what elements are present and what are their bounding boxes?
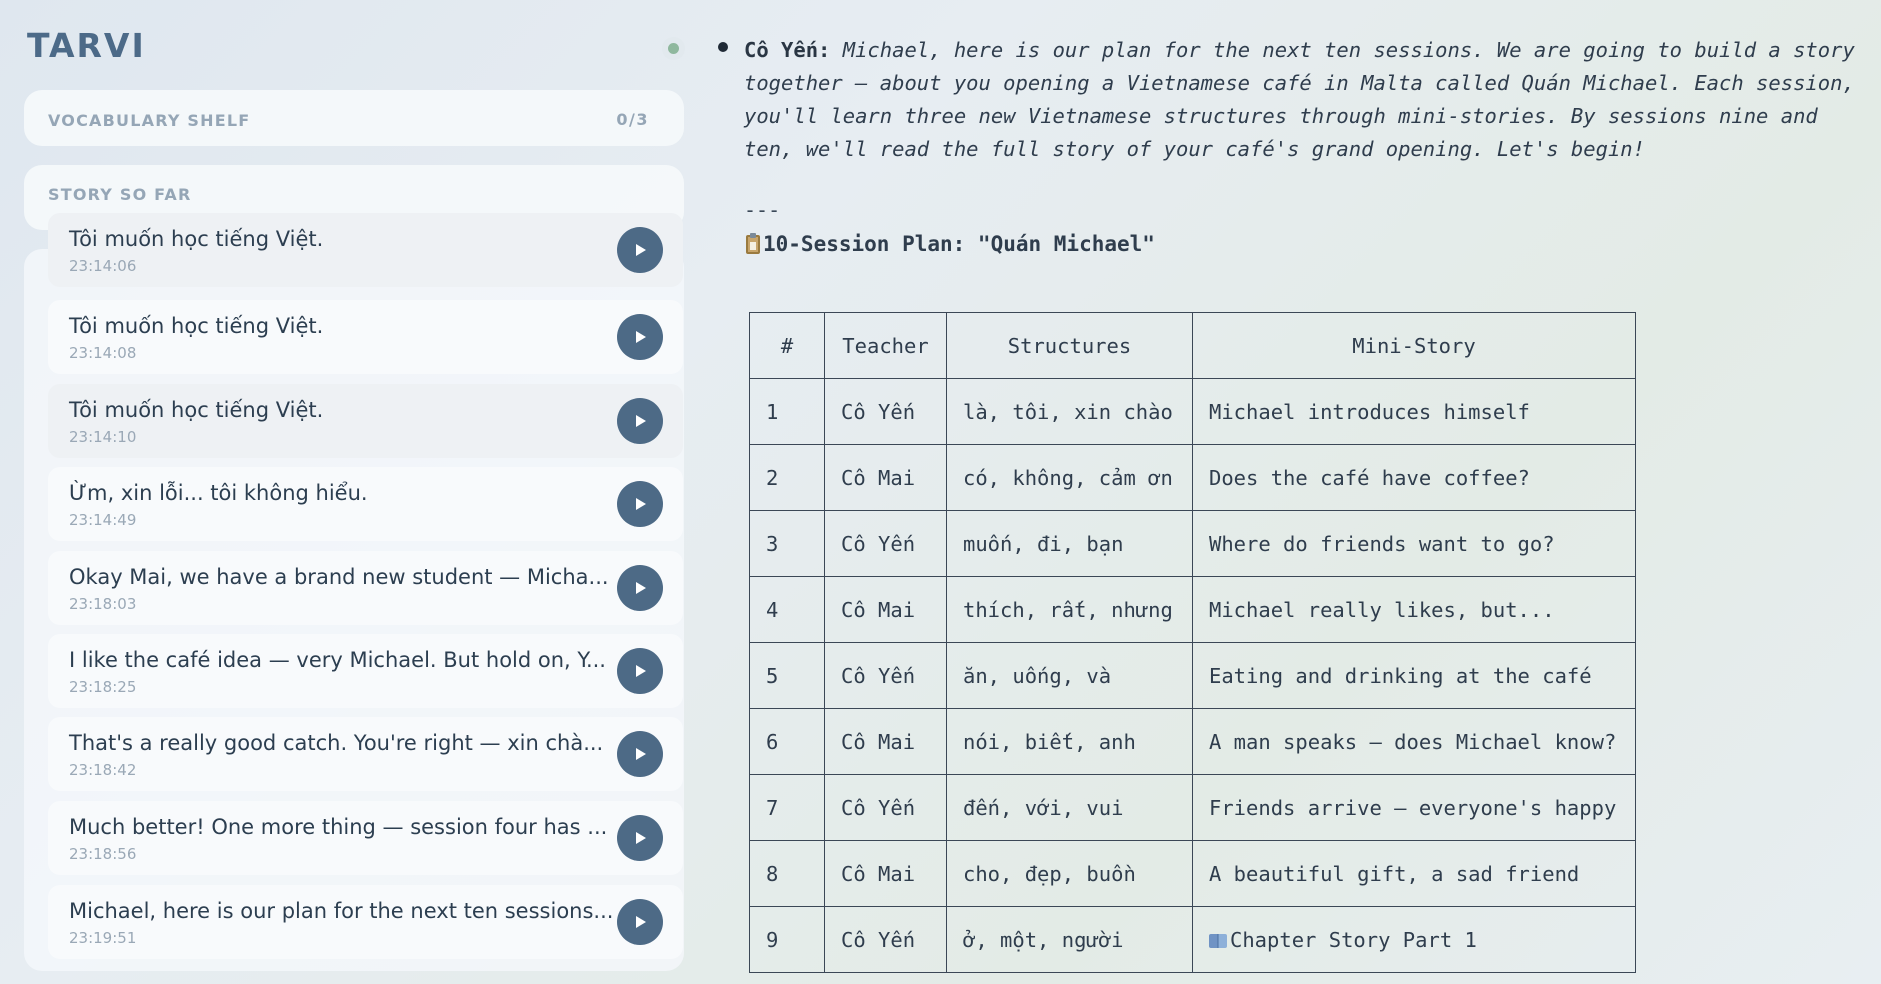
message-time: 23:14:08 — [69, 344, 137, 362]
chapter-story-label: Chapter Story Part 1 — [1230, 927, 1477, 952]
table-cell: Cô Mai — [825, 445, 947, 511]
plan-heading — [746, 232, 1155, 256]
list-item[interactable] — [48, 801, 683, 875]
play-icon — [632, 329, 648, 345]
sidebar — [0, 0, 706, 984]
play-button[interactable] — [617, 398, 663, 444]
play-icon — [632, 242, 648, 258]
list-item[interactable] — [48, 300, 683, 374]
play-button[interactable] — [617, 481, 663, 527]
message-time: 23:19:51 — [69, 929, 137, 947]
column-header: Teacher — [825, 313, 947, 379]
table-cell: Cô Mai — [825, 709, 947, 775]
table-cell: 5 — [750, 643, 825, 709]
message-text: I like the café idea — very Michael. But hold on, Y... — [69, 648, 606, 672]
table-row — [750, 775, 1636, 841]
play-button[interactable] — [617, 815, 663, 861]
divider: --- — [744, 198, 781, 222]
table-cell: Where do friends want to go? — [1193, 511, 1636, 577]
play-icon — [632, 580, 648, 596]
table-cell: nói, biết, anh — [947, 709, 1193, 775]
story-so-far-label: STORY SO FAR — [48, 185, 192, 204]
play-icon — [632, 914, 648, 930]
list-item[interactable] — [48, 467, 683, 541]
play-icon — [632, 830, 648, 846]
list-item[interactable] — [48, 717, 683, 791]
message-time: 23:18:56 — [69, 845, 137, 863]
list-item[interactable] — [48, 634, 683, 708]
message-text: Tôi muốn học tiếng Việt. — [69, 398, 324, 422]
table-cell: 9 — [750, 907, 825, 973]
table-cell: A man speaks — does Michael know? — [1193, 709, 1636, 775]
message-text: Ừm, xin lỗi... tôi không hiểu. — [69, 481, 368, 505]
message-list[interactable] — [24, 227, 684, 971]
play-icon — [632, 413, 648, 429]
bullet-icon — [718, 42, 728, 52]
message-text: Much better! One more thing — session four has ... — [69, 815, 608, 839]
message-time: 23:18:25 — [69, 678, 137, 696]
table-cell: A beautiful gift, a sad friend — [1193, 841, 1636, 907]
play-button[interactable] — [617, 731, 663, 777]
table-cell: 8 — [750, 841, 825, 907]
table-cell: ăn, uống, và — [947, 643, 1193, 709]
table-row — [750, 511, 1636, 577]
table-cell: 2 — [750, 445, 825, 511]
play-icon — [632, 496, 648, 512]
table-cell: Eating and drinking at the café — [1193, 643, 1636, 709]
table-row — [750, 841, 1636, 907]
transcript-panel — [718, 0, 1881, 984]
table-cell: 4 — [750, 577, 825, 643]
table-row — [750, 577, 1636, 643]
status-dot-icon — [662, 37, 685, 60]
play-icon — [632, 746, 648, 762]
play-button[interactable] — [617, 565, 663, 611]
vocabulary-shelf[interactable] — [24, 90, 684, 146]
list-item[interactable] — [48, 384, 683, 458]
message-text: Okay Mai, we have a brand new student — Micha... — [69, 565, 609, 589]
table-cell: Michael introduces himself — [1193, 379, 1636, 445]
brand-logo: TARVI — [27, 26, 146, 65]
table-cell: 7 — [750, 775, 825, 841]
table-cell: Friends arrive — everyone's happy — [1193, 775, 1636, 841]
table-row — [750, 379, 1636, 445]
table-row — [750, 709, 1636, 775]
table-cell: cho, đẹp, buồn — [947, 841, 1193, 907]
column-header: # — [750, 313, 825, 379]
message-time: 23:18:03 — [69, 595, 137, 613]
play-button[interactable] — [617, 899, 663, 945]
message-text: Michael, here is our plan for the next ten sessions... — [69, 899, 614, 923]
message-body: Michael, here is our plan for the next ten sessions. We are going to build a story together — about you opening a Vietnamese café in Malta called Quán Michael. Each session, you'll learn three new Vietnamese structures through mini-stories. By sessions nine and ten, we'll read the full story of your café's grand opening. Let's begin! — [744, 38, 1855, 161]
table-cell — [1193, 907, 1636, 973]
session-plan-table — [749, 312, 1636, 973]
speaker-name: Cô Yến: — [744, 38, 831, 62]
table-cell: có, không, cảm ơn — [947, 445, 1193, 511]
table-header-row — [750, 313, 1636, 379]
table-cell: là, tôi, xin chào — [947, 379, 1193, 445]
table-cell: Cô Mai — [825, 577, 947, 643]
table-row — [750, 907, 1636, 973]
vocabulary-shelf-label: VOCABULARY SHELF — [48, 111, 251, 130]
table-cell: ở, một, người — [947, 907, 1193, 973]
table-cell: Cô Yến — [825, 643, 947, 709]
table-cell: 3 — [750, 511, 825, 577]
vocabulary-shelf-count: 0/3 — [616, 110, 649, 129]
table-cell: Cô Yến — [825, 775, 947, 841]
play-button[interactable] — [617, 648, 663, 694]
play-button[interactable] — [617, 314, 663, 360]
message-time: 23:14:10 — [69, 428, 137, 446]
message-time: 23:14:49 — [69, 511, 137, 529]
table-cell: Cô Yến — [825, 511, 947, 577]
table-cell: thích, rất, nhưng — [947, 577, 1193, 643]
table-cell: 6 — [750, 709, 825, 775]
table-cell: đến, với, vui — [947, 775, 1193, 841]
table-cell: 1 — [750, 379, 825, 445]
table-row — [750, 643, 1636, 709]
column-header: Structures — [947, 313, 1193, 379]
table-cell: Cô Mai — [825, 841, 947, 907]
table-cell: Cô Yến — [825, 379, 947, 445]
table-cell: muốn, đi, bạn — [947, 511, 1193, 577]
clipboard-icon — [746, 235, 760, 254]
message-text: Tôi muốn học tiếng Việt. — [69, 227, 324, 251]
play-icon — [632, 663, 648, 679]
transcript-message — [744, 34, 1879, 166]
table-cell: Cô Yến — [825, 907, 947, 973]
table-cell: Does the café have coffee? — [1193, 445, 1636, 511]
plan-title: 10-Session Plan: "Quán Michael" — [763, 232, 1155, 256]
table-cell: Michael really likes, but... — [1193, 577, 1636, 643]
message-time: 23:18:42 — [69, 761, 137, 779]
message-time: 23:14:06 — [69, 257, 137, 275]
play-button[interactable] — [617, 227, 663, 273]
table-row — [750, 445, 1636, 511]
list-item[interactable] — [48, 551, 683, 625]
column-header: Mini-Story — [1193, 313, 1636, 379]
list-item[interactable] — [48, 885, 683, 959]
message-text: Tôi muốn học tiếng Việt. — [69, 314, 324, 338]
message-text: That's a really good catch. You're right — xin chà... — [69, 731, 604, 755]
list-item[interactable] — [48, 213, 683, 287]
book-icon — [1209, 934, 1227, 948]
